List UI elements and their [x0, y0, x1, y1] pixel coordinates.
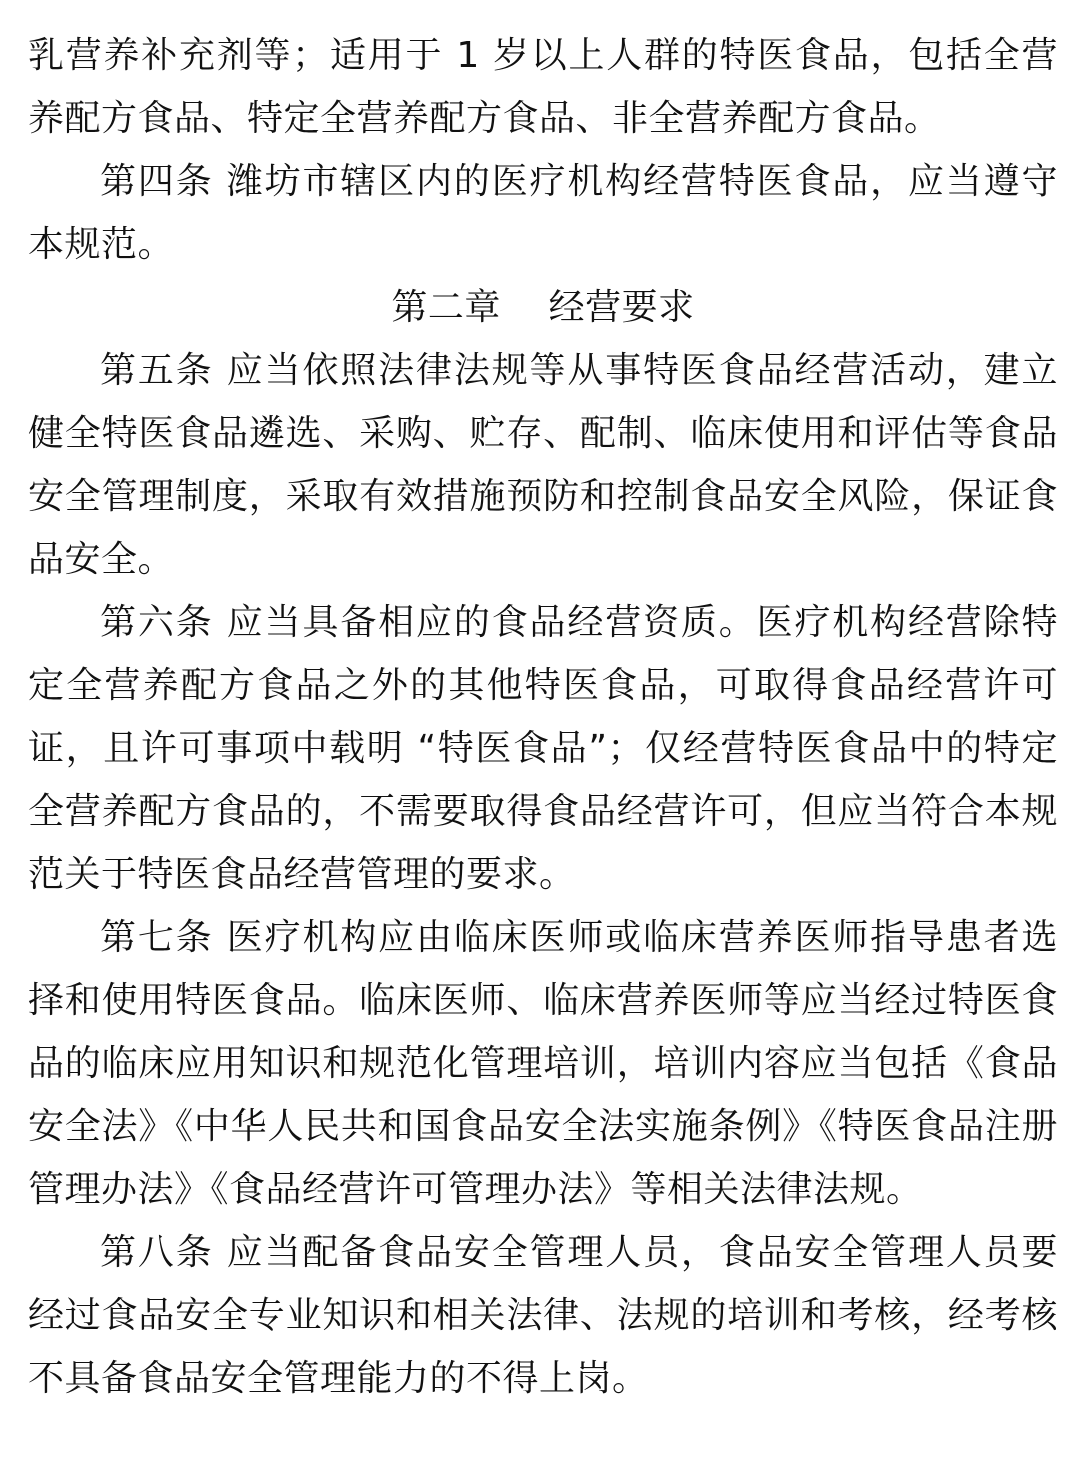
chapter-heading: 第二章 经营要求	[391, 287, 695, 328]
document-body	[28, 24, 1058, 1410]
article-5: 第五条 应当依照法律法规等从事特医食品经营活动，建立健全特医食品遴选、采购、贮存、配制、临床使用和评估等食品安全管理制度，采取有效措施预防和控制食品安全风险，保证食品安全。	[28, 350, 1058, 580]
paragraph-continuation: 乳营养补充剂等；适用于 1 岁以上人群的特医食品，包括全营养配方食品、特定全营养配方食品、非全营养配方食品。	[28, 35, 1058, 139]
article-7: 第七条 医疗机构应由临床医师或临床营养医师指导患者选择和使用特医食品。临床医师、临床营养医师等应当经过特医食品的临床应用知识和规范化管理培训，培训内容应当包括《食品安全法》《中华人民共和国食品安全法实施条例》《特医食品注册管理办法》《食品经营许可管理办法》等相关法律法规。	[28, 917, 1058, 1210]
article-8: 第八条 应当配备食品安全管理人员，食品安全管理人员要经过食品安全专业知识和相关法律、法规的培训和考核，经考核不具备食品安全管理能力的不得上岗。	[28, 1232, 1058, 1399]
article-6: 第六条 应当具备相应的食品经营资质。医疗机构经营除特定全营养配方食品之外的其他特医食品，可取得食品经营许可证，且许可事项中载明 “特医食品”；仅经营特医食品中的特定全营养配方食品的，不需要取得食品经营许可，但应当符合本规范关于特医食品经营管理的要求。	[28, 602, 1058, 895]
article-4: 第四条 潍坊市辖区内的医疗机构经营特医食品，应当遵守本规范。	[28, 161, 1058, 265]
